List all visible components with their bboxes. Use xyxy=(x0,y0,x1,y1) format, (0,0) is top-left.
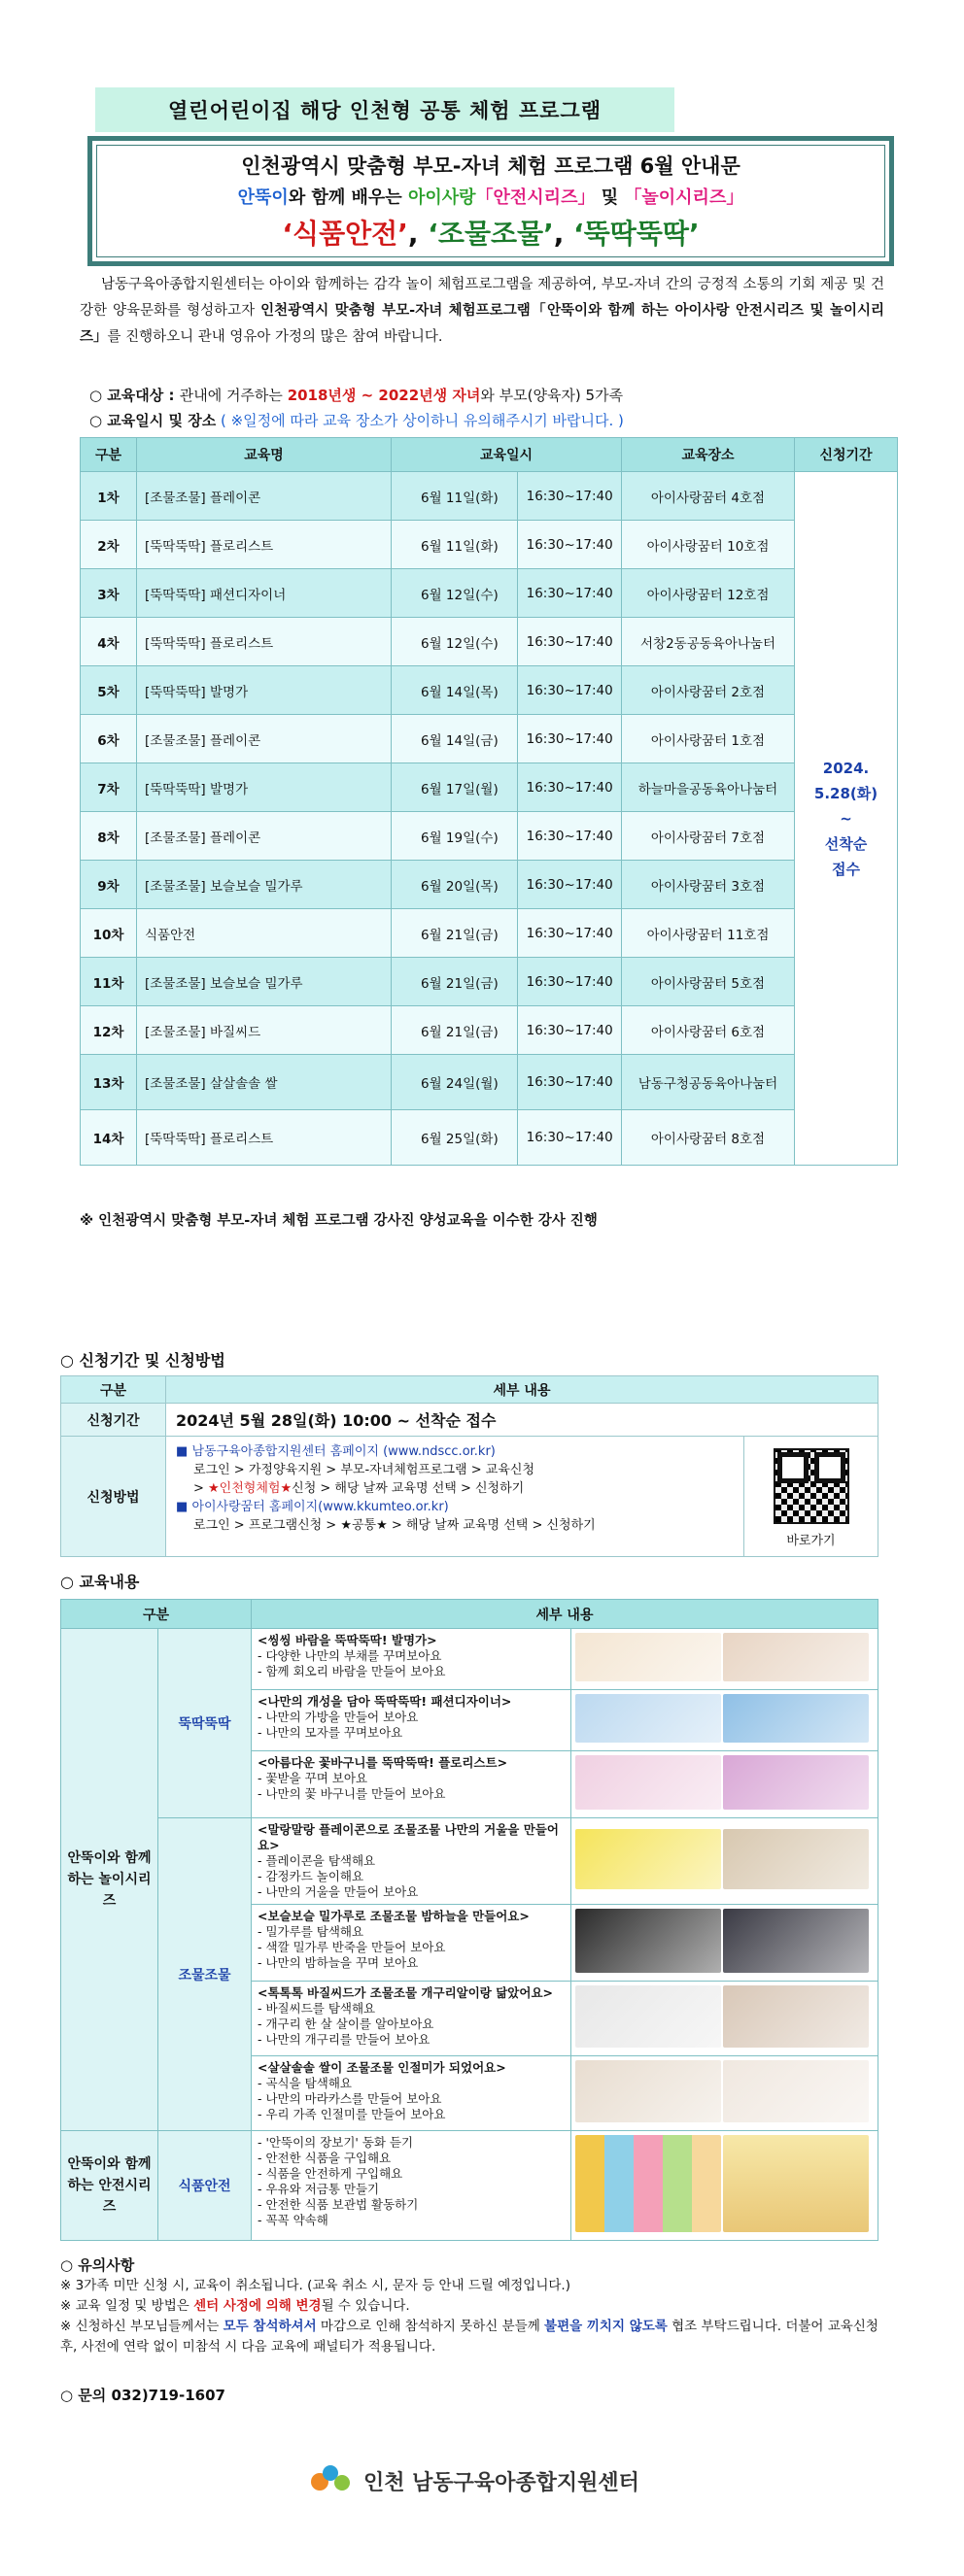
caution-3b: 모두 참석하셔서 xyxy=(223,2319,317,2334)
session-no: 13차 xyxy=(81,1055,137,1110)
target-line xyxy=(89,385,623,405)
item-line: - 색깔 밀가루 반죽을 만들어 보아요 xyxy=(258,1940,446,1954)
session-name: [조물조물] 플레이콘 xyxy=(137,812,392,861)
caution-3e: 협조 부탁드립니다. 더불어 교육신청 후, 사전에 연락 없이 미참석 시 다음 교육에 패널티가 적용됩니다. xyxy=(60,2319,878,2355)
apply-period-text: 2024. xyxy=(822,759,870,777)
item-description xyxy=(252,1905,571,1982)
apply-period-label: 신청기간 xyxy=(61,1404,166,1437)
schedule-row xyxy=(81,666,898,715)
item-description xyxy=(252,1690,571,1751)
cautions-title: ○ 유의사항 xyxy=(60,2256,135,2274)
target-a: 관내에 거주하는 xyxy=(179,387,288,404)
session-no: 7차 xyxy=(81,763,137,812)
safety-description xyxy=(252,2131,571,2241)
title-inner xyxy=(96,145,885,257)
item-title: <씽씽 바람을 뚝딱뚝딱! 발명가> xyxy=(258,1633,437,1647)
item-title: <말랑말랑 플레이콘으로 조물조물 나만의 거울을 만들어요> xyxy=(258,1822,559,1852)
apply-period-text: ~ xyxy=(840,809,852,828)
item-description xyxy=(252,1982,571,2056)
session-name: [조물조물] 보슬보슬 밀가루 xyxy=(137,958,392,1006)
schedule-row xyxy=(81,569,898,618)
subcategory-ttukttak xyxy=(158,1629,252,1818)
storybook-cover-image xyxy=(723,2135,869,2232)
intro-text-2: 를 진행하오니 관내 영유아 가정의 많은 참여 바랍니다. xyxy=(107,329,443,345)
activity-photo xyxy=(575,1909,721,1973)
session-no: 5차 xyxy=(81,666,137,715)
item-photos xyxy=(571,1629,878,1690)
activity-photo xyxy=(575,1829,721,1889)
item-title: <아름다운 꽃바구니를 뚝딱뚝딱! 플로리스트> xyxy=(258,1755,508,1770)
col-header-no: 구분 xyxy=(81,438,137,472)
apply-period-row xyxy=(61,1404,878,1437)
schedule-row xyxy=(81,1110,898,1166)
session-time: 16:30~17:40 xyxy=(518,666,622,715)
safety-line: - '안뚝이의 장보기' 동화 듣기 xyxy=(258,2135,414,2150)
bullet-icon: ■ xyxy=(176,1444,189,1459)
session-name: [조물조물] 바질씨드 xyxy=(137,1006,392,1055)
schedule-row xyxy=(81,521,898,569)
footer-center-name: 인천 남동구육아종합지원센터 xyxy=(363,2470,639,2495)
qr-cell[interactable] xyxy=(744,1437,878,1557)
item-line: - 밀가루를 탐색해요 xyxy=(258,1924,364,1939)
item-photos xyxy=(571,1690,878,1751)
category-label: 안뚝이와 함께하는 안전시리즈 xyxy=(67,2156,152,2215)
edu-table xyxy=(60,1599,878,2241)
schedule-row xyxy=(81,618,898,666)
session-no: 11차 xyxy=(81,958,137,1006)
subcategory-label: 식품안전 xyxy=(178,2179,231,2194)
subcategory-food-safety xyxy=(158,2131,252,2241)
session-no: 12차 xyxy=(81,1006,137,1055)
item-line: - 개구리 한 살 살이를 알아보아요 xyxy=(258,2017,434,2031)
food-safety-cards-image xyxy=(575,2135,721,2232)
session-name: [조물조물] 보슬보슬 밀가루 xyxy=(137,861,392,909)
intro-program-name: 인천광역시 맞춤형 부모-자녀 체험프로그램「안뚝이와 함께 하는 아이사랑 안전시리즈 및 놀이시리즈」 xyxy=(80,303,884,345)
session-place: 하늘마을공동육아나눔터 xyxy=(622,763,795,812)
activity-photo xyxy=(723,2060,869,2122)
edu-header-label: 구분 xyxy=(61,1600,252,1629)
schedule-row xyxy=(81,715,898,763)
session-name: [조물조물] 플레이콘 xyxy=(137,715,392,763)
schedule-table xyxy=(80,437,898,1166)
bullet-icon: ■ xyxy=(176,1500,189,1514)
session-place: 아이사랑꿈터 1호점 xyxy=(622,715,795,763)
session-time: 16:30~17:40 xyxy=(518,861,622,909)
col-header-place: 교육장소 xyxy=(622,438,795,472)
session-place: 아이사랑꿈터 8호점 xyxy=(622,1110,795,1166)
session-place: 남동구청공동육아나눔터 xyxy=(622,1055,795,1110)
datetime-note: ( ※일정에 따라 교육 장소가 상이하니 유의해주시기 바랍니다. ) xyxy=(216,412,624,429)
edu-safety-row xyxy=(61,2131,878,2241)
session-no: 4차 xyxy=(81,618,137,666)
session-place: 아이사랑꿈터 2호점 xyxy=(622,666,795,715)
session-time: 16:30~17:40 xyxy=(518,472,622,521)
session-date: 6월 20일(목) xyxy=(392,861,518,909)
apply-table xyxy=(60,1375,878,1557)
session-place: 아이사랑꿈터 11호점 xyxy=(622,909,795,958)
edu-header-row xyxy=(61,1600,878,1629)
session-no: 1차 xyxy=(81,472,137,521)
title-aisarang: 아이사랑 xyxy=(407,187,476,208)
activity-photo xyxy=(575,1694,721,1743)
category-safety-series xyxy=(61,2131,158,2241)
apply-section-title: ○ 신청기간 및 신청방법 xyxy=(60,1351,225,1370)
subcategory-label: 조물조물 xyxy=(178,1967,231,1983)
title-line-2 xyxy=(238,184,744,209)
item-line: - 바질씨드를 탐색해요 xyxy=(258,2001,376,2016)
path-arrow: > xyxy=(193,1481,209,1496)
method-2-link[interactable]: 아이사랑꿈터 홈페이지(www.kkumteo.or.kr) xyxy=(191,1500,449,1514)
cautions xyxy=(60,2255,896,2357)
session-no: 6차 xyxy=(81,715,137,763)
session-time: 16:30~17:40 xyxy=(518,618,622,666)
schedule-row xyxy=(81,909,898,958)
safety-line: - 식품을 안전하게 구입해요 xyxy=(258,2166,403,2181)
apply-header-detail: 세부 내용 xyxy=(166,1376,878,1404)
session-time: 16:30~17:40 xyxy=(518,909,622,958)
safety-line: - 우유와 저금통 만들기 xyxy=(258,2182,380,2196)
schedule-row xyxy=(81,472,898,521)
title-comma-2: , xyxy=(553,218,574,250)
qr-label[interactable]: 바로가기 xyxy=(786,1534,836,1548)
title-comma-1: , xyxy=(407,218,429,250)
session-no: 10차 xyxy=(81,909,137,958)
session-no: 2차 xyxy=(81,521,137,569)
session-name: [뚝딱뚝딱] 플로리스트 xyxy=(137,521,392,569)
item-line: - 곡식을 탐색해요 xyxy=(258,2076,352,2090)
item-line: - 나만의 모자를 꾸며보아요 xyxy=(258,1725,403,1740)
method-2-path: 로그인 > 프로그램신청 > ★공통★ > 해당 날짜 교육명 선택 > 신청하기 xyxy=(193,1518,596,1533)
col-header-period: 신청기간 xyxy=(795,438,898,472)
intro-paragraph xyxy=(80,272,884,351)
schedule-header-row xyxy=(81,438,898,472)
session-date: 6월 12일(수) xyxy=(392,569,518,618)
target-years: 2018년생 ~ 2022년생 자녀 xyxy=(287,387,481,404)
schedule-row xyxy=(81,1055,898,1110)
caution-3d: 불편을 끼치지 않도록 xyxy=(544,2319,668,2334)
path-incheon-menu: ★인천형체험★ xyxy=(208,1481,293,1496)
apply-header-label: 구분 xyxy=(61,1376,166,1404)
item-line: - 우리 가족 인절미를 만들어 보아요 xyxy=(258,2107,446,2121)
qr-code-icon[interactable] xyxy=(774,1448,849,1524)
apply-period-text: 접수 xyxy=(832,860,860,878)
safety-line: - 안전한 식품을 구입해요 xyxy=(258,2151,392,2165)
item-photos xyxy=(571,1905,878,1982)
safety-line: - 안전한 식품 보관법 활동하기 xyxy=(258,2197,419,2212)
session-name: [뚝딱뚝딱] 패션디자이너 xyxy=(137,569,392,618)
activity-photo xyxy=(575,1755,721,1810)
target-label: ○ 교육대상 : xyxy=(89,387,180,404)
apply-period-cell xyxy=(795,472,898,1166)
item-description xyxy=(252,2056,571,2131)
category-play-series xyxy=(61,1629,158,2131)
title-anttuki: 안뚝이 xyxy=(237,187,289,208)
session-place: 아이사랑꿈터 12호점 xyxy=(622,569,795,618)
caution-2b: 센터 사정에 의해 변경 xyxy=(193,2298,322,2314)
activity-photo xyxy=(575,1985,721,2048)
session-time: 16:30~17:40 xyxy=(518,521,622,569)
item-title: <나만의 개성을 담아 뚝딱뚝딱! 패션디자이너> xyxy=(258,1694,512,1709)
session-time: 16:30~17:40 xyxy=(518,1055,622,1110)
session-date: 6월 24일(월) xyxy=(392,1055,518,1110)
schedule-body xyxy=(81,472,898,1166)
session-date: 6월 11일(화) xyxy=(392,472,518,521)
session-date: 6월 14일(금) xyxy=(392,715,518,763)
item-line: - 나만의 개구리를 만들어 보아요 xyxy=(258,2032,430,2047)
activity-photo xyxy=(723,1829,869,1889)
title-text: 와 함께 배우는 xyxy=(288,187,408,208)
item-line: - 감정카드 놀이해요 xyxy=(258,1869,364,1883)
session-place: 아이사랑꿈터 6호점 xyxy=(622,1006,795,1055)
session-name: [뚝딱뚝딱] 발명가 xyxy=(137,763,392,812)
session-date: 6월 11일(화) xyxy=(392,521,518,569)
session-date: 6월 21일(금) xyxy=(392,909,518,958)
session-time: 16:30~17:40 xyxy=(518,569,622,618)
session-time: 16:30~17:40 xyxy=(518,1110,622,1166)
item-line: - 나만의 가방을 만들어 보아요 xyxy=(258,1710,419,1724)
activity-photo xyxy=(575,2060,721,2122)
activity-photo xyxy=(723,1755,869,1810)
title-food-safety: ‘식품안전’ xyxy=(282,218,408,250)
safety-photos xyxy=(571,2131,878,2241)
col-header-datetime: 교육일시 xyxy=(392,438,622,472)
session-date: 6월 14일(목) xyxy=(392,666,518,715)
apply-period-text: 선착순 xyxy=(824,834,868,853)
item-line: - 나만의 마라카스를 만들어 보아요 xyxy=(258,2091,442,2106)
datetime-line xyxy=(89,410,624,430)
apply-method-label: 신청방법 xyxy=(61,1437,166,1557)
session-date: 6월 12일(수) xyxy=(392,618,518,666)
apply-period-text: 5.28(화) xyxy=(813,784,878,802)
item-description xyxy=(252,1751,571,1818)
title-play-series: 「놀이시리즈」 xyxy=(624,187,744,208)
session-name: [뚝딱뚝딱] 발명가 xyxy=(137,666,392,715)
item-title: <톡톡톡 바질씨드가 조물조물 개구리알이랑 닮았어요> xyxy=(258,1985,554,2000)
session-place: 아이사랑꿈터 5호점 xyxy=(622,958,795,1006)
apply-period-value: 2024년 5월 28일(화) 10:00 ~ 선착순 접수 xyxy=(166,1404,878,1437)
intro-text-1: 남동구육아종합지원센터는 아이와 함께하는 감각 놀이 체험프로그램을 제공하여, 부모-자녀 간의 긍정적 소통의 기회 제공 및 건강한 양육문화를 형성하고자 xyxy=(80,277,884,319)
session-name: [뚝딱뚝딱] 플로리스트 xyxy=(137,1110,392,1166)
session-place: 아이사랑꿈터 7호점 xyxy=(622,812,795,861)
instructor-note: ※ 인천광역시 맞춤형 부모-자녀 체험 프로그램 강사진 양성교육을 이수한 강사 진행 xyxy=(80,1213,598,1229)
item-line: - 플레이콘을 탐색해요 xyxy=(258,1853,376,1868)
apply-method-detail xyxy=(166,1437,744,1557)
session-name: 식품안전 xyxy=(137,909,392,958)
session-time: 16:30~17:40 xyxy=(518,812,622,861)
activity-photo xyxy=(723,1694,869,1743)
title-safety-series: 「안전시리즈」 xyxy=(475,187,596,208)
method-1-path-2 xyxy=(176,1479,734,1498)
session-name: [조물조물] 플레이콘 xyxy=(137,472,392,521)
top-label: 열린어린이집 해당 인천형 공통 체험 프로그램 xyxy=(95,87,674,132)
method-1-link[interactable]: 남동구육아종합지원센터 홈페이지 xyxy=(191,1444,379,1459)
schedule-row xyxy=(81,812,898,861)
activity-photo xyxy=(723,1909,869,1973)
item-description xyxy=(252,1818,571,1905)
footer xyxy=(311,2463,639,2498)
caution-3a: ※ 신청하신 부모님들께서는 xyxy=(60,2319,224,2334)
session-no: 9차 xyxy=(81,861,137,909)
caution-2a: ※ 교육 일정 및 방법은 xyxy=(60,2298,194,2314)
method-2-title-line xyxy=(176,1498,734,1516)
activity-photo xyxy=(575,1633,721,1681)
session-place: 아이사랑꿈터 4호점 xyxy=(622,472,795,521)
item-line: - 나만의 밤하늘을 꾸며 보아요 xyxy=(258,1955,419,1970)
item-line: - 꽃받을 꾸며 보아요 xyxy=(258,1771,368,1785)
title-and: 및 xyxy=(595,187,625,208)
caution-3c: 마감으로 인해 참석하지 못하신 분들께 xyxy=(316,2319,545,2334)
title-box xyxy=(87,136,894,266)
method-1-url[interactable]: (www.ndscc.or.kr) xyxy=(383,1444,496,1459)
title-jomul: ‘조물조물’ xyxy=(428,218,554,250)
target-c: 와 부모(양육자) 5가족 xyxy=(480,387,624,404)
schedule-row xyxy=(81,1006,898,1055)
activity-photo xyxy=(723,1985,869,2048)
session-no: 14차 xyxy=(81,1110,137,1166)
session-time: 16:30~17:40 xyxy=(518,1006,622,1055)
method-1-path-1: 로그인 > 가정양육지원 > 부모-자녀체험프로그램 > 교육신청 xyxy=(193,1463,534,1477)
item-title: <보슬보슬 밀가루로 조물조물 밤하늘을 만들어요> xyxy=(258,1909,530,1923)
col-header-name: 교육명 xyxy=(137,438,392,472)
session-date: 6월 21일(금) xyxy=(392,1006,518,1055)
item-line: - 나만의 거울을 만들어 보아요 xyxy=(258,1884,419,1899)
session-place: 아이사랑꿈터 10호점 xyxy=(622,521,795,569)
category-label: 안뚝이와 함께하는 놀이시리즈 xyxy=(67,1850,152,1909)
edu-item-row xyxy=(61,1629,878,1690)
datetime-label: ○ 교육일시 및 장소 xyxy=(89,412,217,429)
session-date: 6월 17일(월) xyxy=(392,763,518,812)
session-no: 8차 xyxy=(81,812,137,861)
title-line-3 xyxy=(282,213,699,252)
item-line: - 나만의 꽃 바구니를 만들어 보아요 xyxy=(258,1786,446,1801)
title-line-1: 인천광역시 맞춤형 부모-자녀 체험 프로그램 6월 안내문 xyxy=(241,154,740,178)
session-no: 3차 xyxy=(81,569,137,618)
session-name: [조물조물] 살살솔솔 쌀 xyxy=(137,1055,392,1110)
schedule-row xyxy=(81,958,898,1006)
item-description xyxy=(252,1629,571,1690)
item-photos xyxy=(571,2056,878,2131)
subcategory-label: 뚝딱뚝딱 xyxy=(178,1716,231,1732)
inquiry-phone: ○ 문의 032)719-1607 xyxy=(60,2387,225,2404)
method-1-title-line xyxy=(176,1442,734,1461)
apply-method-row xyxy=(61,1437,878,1557)
path-rest: 신청 > 해당 날짜 교육명 선택 > 신청하기 xyxy=(292,1481,525,1496)
schedule-row xyxy=(81,861,898,909)
session-place: 서창2동공동육아나눔터 xyxy=(622,618,795,666)
session-time: 16:30~17:40 xyxy=(518,763,622,812)
caution-2 xyxy=(60,2296,896,2317)
session-time: 16:30~17:40 xyxy=(518,958,622,1006)
edu-header-detail: 세부 내용 xyxy=(252,1600,878,1629)
safety-line: - 꼭꼭 약속해 xyxy=(258,2213,328,2227)
session-name: [뚝딱뚝딱] 플로리스트 xyxy=(137,618,392,666)
edu-item-row xyxy=(61,1818,878,1905)
caution-1: ※ 3가족 미만 신청 시, 교육이 취소됩니다. (교육 취소 시, 문자 등 안내 드릴 예정입니다.) xyxy=(60,2278,570,2293)
schedule-row xyxy=(81,763,898,812)
session-date: 6월 21일(금) xyxy=(392,958,518,1006)
session-place: 아이사랑꿈터 3호점 xyxy=(622,861,795,909)
caution-3 xyxy=(60,2317,896,2357)
item-photos xyxy=(571,1751,878,1818)
session-date: 6월 19일(수) xyxy=(392,812,518,861)
edu-section-title: ○ 교육내용 xyxy=(60,1573,140,1591)
item-title: <살살솔솔 쌀이 조물조물 인절미가 되었어요> xyxy=(258,2060,506,2075)
edu-body xyxy=(61,1629,878,2241)
center-logo-icon xyxy=(311,2463,356,2498)
item-line: - 함께 회오리 바람을 만들어 보아요 xyxy=(258,1664,446,1678)
title-ttukttak: ‘뚝딱뚝딱’ xyxy=(573,218,700,250)
subcategory-jomul xyxy=(158,1818,252,2131)
session-time: 16:30~17:40 xyxy=(518,715,622,763)
item-photos xyxy=(571,1818,878,1905)
activity-photo xyxy=(723,1633,869,1681)
apply-header-row xyxy=(61,1376,878,1404)
item-line: - 다양한 나만의 부채를 꾸며보아요 xyxy=(258,1648,442,1663)
caution-2c: 될 수 있습니다. xyxy=(321,2298,410,2314)
session-date: 6월 25일(화) xyxy=(392,1110,518,1166)
item-photos xyxy=(571,1982,878,2056)
